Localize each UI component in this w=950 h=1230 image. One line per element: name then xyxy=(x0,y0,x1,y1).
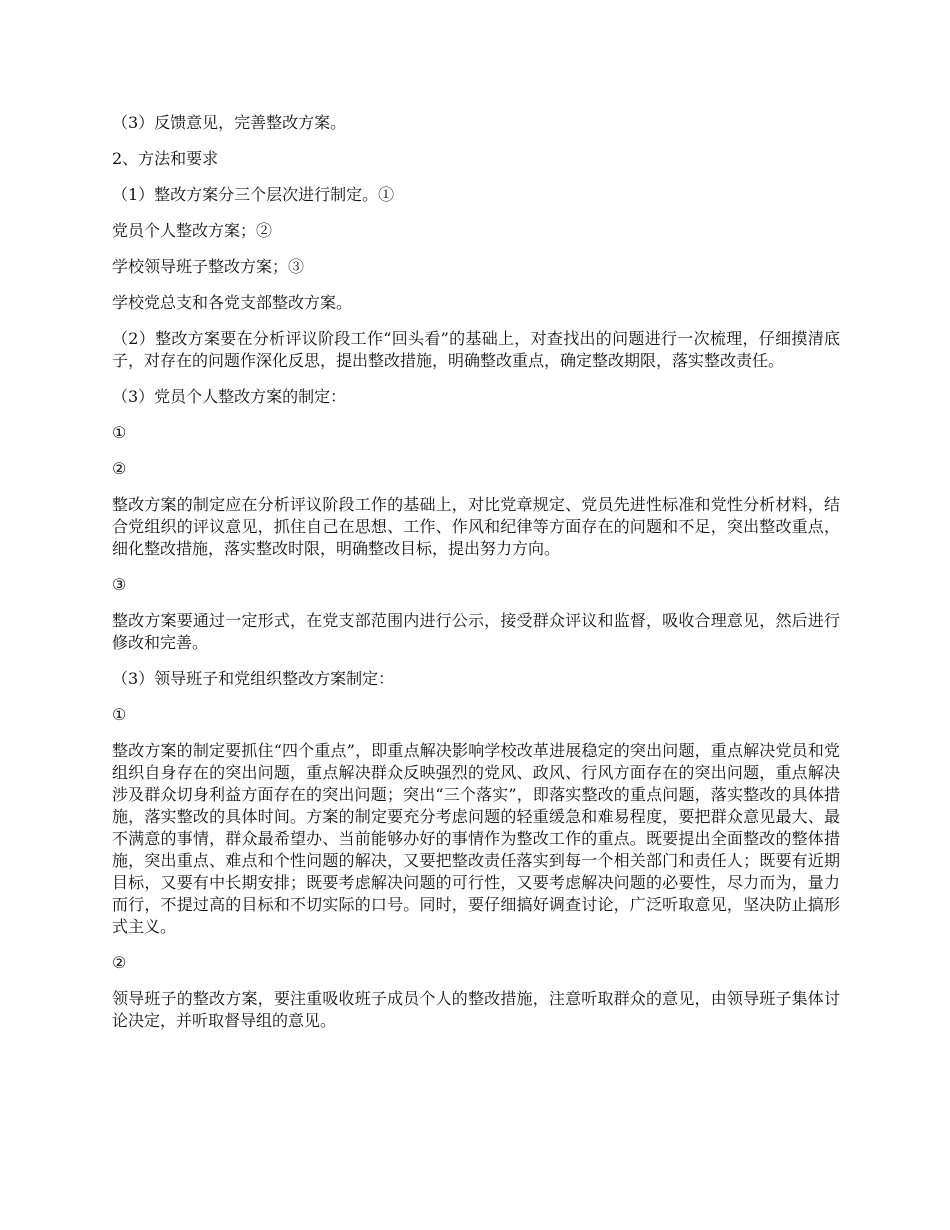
section-heading: 2、方法和要求 xyxy=(112,149,219,168)
paragraph: 学校领导班子整改方案；③ xyxy=(112,257,305,276)
list-marker: ② xyxy=(112,953,127,972)
paragraph: （3）领导班子和党组织整改方案制定： xyxy=(112,669,395,688)
document-page xyxy=(112,112,840,1032)
list-marker: ① xyxy=(112,423,127,442)
paragraph: （3）党员个人整改方案的制定： xyxy=(112,387,347,406)
paragraph: 整改方案的制定要抓住“四个重点”，即重点解决影响学校改革进展稳定的突出问题，重点解决党员和党组织自身存在的突出问题，重点解决群众反映强烈的党风、政风、行风方面存在的突出问题，重点解决涉及群众切身利益方面存在的突出问题；突出“三个落实”，即落实整改的重点问题，落实整改的具体措施，落实整改的具体时间。方案的制定要充分考虑问题的轻重缓急和难易程度，要把群众意见最大、最不满意的事情，群众最希望办、当前能够办好的事情作为整改工作的重点。既要提出全面整改的整体措施，突出重点、难点和个性问题的解决，又要把整改责任落实到每一个相关部门和责任人；既要有近期目标，又要有中长期安排；既要考虑解决问题的可行性，又要考虑解决问题的必要性，尽力而为，量力而行，不提过高的目标和不切实际的口号。同时，要仔细搞好调查讨论，广泛听取意见，坚决防止搞形式主义。 xyxy=(112,741,840,936)
paragraph: 整改方案要通过一定形式，在党支部范围内进行公示，接受群众评议和监督，吸收合理意见，然后进行修改和完善。 xyxy=(112,611,840,652)
list-marker: ① xyxy=(112,705,127,724)
list-marker: ③ xyxy=(112,575,127,594)
paragraph: （1）整改方案分三个层次进行制定。① xyxy=(112,185,395,204)
paragraph: 党员个人整改方案；② xyxy=(112,221,273,240)
list-marker: ② xyxy=(112,459,127,478)
paragraph: 学校党总支和各党支部整改方案。 xyxy=(112,293,353,312)
paragraph: （2）整改方案要在分析评议阶段工作“回头看”的基础上，对查找出的问题进行一次梳理，仔细摸清底子，对存在的问题作深化反思，提出整改措施，明确整改重点，确定整改期限，落实整改责任。 xyxy=(112,329,840,370)
paragraph: 整改方案的制定应在分析评议阶段工作的基础上，对比党章规定、党员先进性标准和党性分析材料，结合党组织的评议意见，抓住自己在思想、工作、作风和纪律等方面存在的问题和不足，突出整改重点，细化整改措施，落实整改时限，明确整改目标，提出努力方向。 xyxy=(112,495,840,558)
paragraph: （3）反馈意见，完善整改方案。 xyxy=(112,113,347,132)
paragraph: 领导班子的整改方案，要注重吸收班子成员个人的整改措施，注意听取群众的意见，由领导班子集体讨论决定，并听取督导组的意见。 xyxy=(112,989,840,1030)
